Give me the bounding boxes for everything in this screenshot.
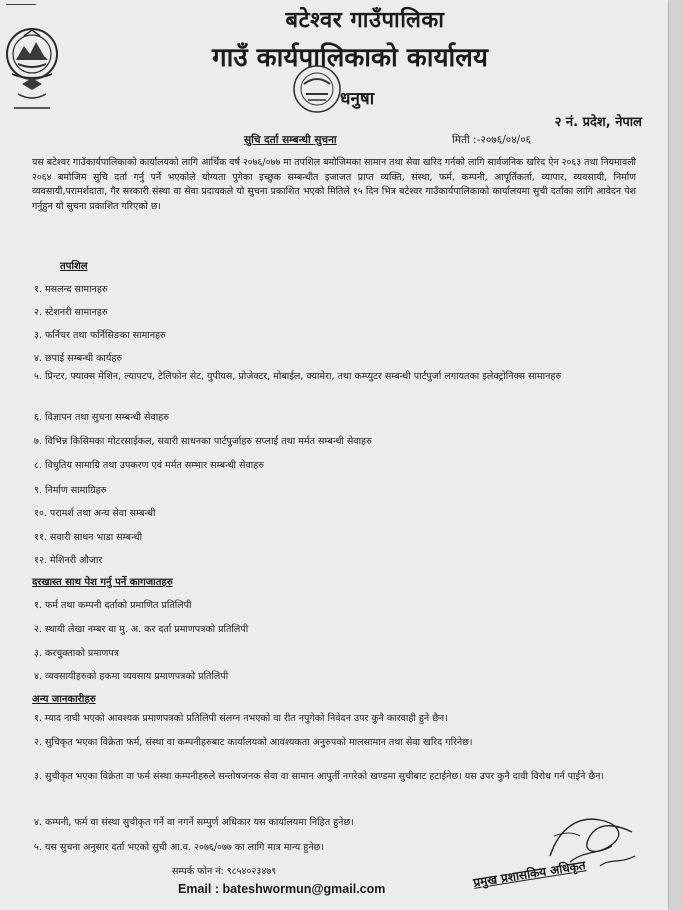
district-name: धनुषा xyxy=(340,89,375,109)
province-name: २ नं. प्रदेश, नेपाल xyxy=(554,115,642,130)
signatory-title xyxy=(472,858,662,906)
list-item: १. फर्म तथा कम्पनी दर्ताको प्रमाणित प्रतिलिपी xyxy=(34,600,192,611)
list-item: ३. सुचीकृत भएका विक्रेता वा फर्म संस्था कम्पनीहरुले सन्तोषजनक सेवा वा सामान आपुर्ती नगरेको खण्डमा सुचीबाट हटाईनेछ। यस उपर कुनै दावी विरोध गर्न पाईने छैन। xyxy=(34,771,604,782)
list-item: ३. करचुक्ताको प्रमाणपत्र xyxy=(34,648,119,659)
documents-heading: दरखास्त साथ पेश गर्नु पर्ने कागजातहरु xyxy=(32,577,173,588)
list-item: १. मसलन्द सामानहरु xyxy=(34,284,108,295)
list-item: ४. कम्पनी, फर्म वा संस्था सुचीकृत गर्ने वा नगर्ने सम्पुर्ण अधिकार यस कार्यालयमा निहित हुनेछ। xyxy=(34,817,354,828)
list-item: ४. व्यवसायीहरुको हकमा व्यवसाय प्रमाणपत्रको प्रतिलिपी xyxy=(34,671,229,682)
list-item: १२. मेशिनरी औजार xyxy=(34,555,103,566)
contact-phone: सम्पर्क फोन नं: ९८५४०२३४७९ xyxy=(172,866,277,877)
list-item: ५. यस सुचना अनुसार दर्ता भएको सुची आ.व. २०७६/०७७ का लागि मात्र मान्य हुनेछ। xyxy=(34,842,324,853)
list-item: ८. विधुतिय सामाग्रि तथा उपकरण एवं मर्मत सम्भार सम्बन्धी सेवाहरु xyxy=(34,460,264,471)
notice-intro: यस बटेश्वर गाउँकार्यपालिकाको कार्यालयको लागि आर्थिक वर्ष २०७६/०७७ मा तपशिल बमोजिमका सामान तथा सेवा खरिद गर्नको लागि सार्वजनिक खरिद ऐन २०६३ तथा नियमावली २०६४ बमोजिम सुचि दर्ता गर्नु पर्ने भएकोले योग्यता पुगेका इच्छुक सम्बन्धीत इजाजत प्राप्त व्यक्ति, संस्था, फर्म, कम्पनी, आपूर्तिकर्ता, व्यापार, व्यवसायी, निर्माण व्यवसायी,परामर्शदाता, गैर सरकारी संस्था वा सेवा प्रदायकले यो सुचना प्रकाशित भएको मितिले १५ दिन भित्र बटेश्वर गाउँकार्यपालिकाको कार्यालयमा सुची दर्ताका लागि आवेदन पेश गर्नुहुन यो सुचना प्रकाशित गरिएको छ। xyxy=(32,157,636,212)
list-item: ९. निर्माण सामाग्रिहरु xyxy=(34,485,107,496)
signatory-title-text: प्रमुख प्रशासकिय अधिकृत xyxy=(472,858,587,890)
list-item: ११. सवारी साधन भाडा सम्बन्धी xyxy=(34,532,143,543)
notice-subject: सुचि दर्ता सम्बन्धी सुचना xyxy=(244,134,337,146)
list-item: १०. परामर्श तथा अन्य सेवा सम्बन्धी xyxy=(34,508,156,519)
notice-date: मिती :-२०७६/०४/०६ xyxy=(452,134,532,146)
details-heading: तपशिल xyxy=(60,261,88,272)
municipality-name: बटेश्वर गाउँपालिका xyxy=(285,8,445,33)
office-stamp xyxy=(292,62,342,116)
list-item: २. सुचिकृत भएका विक्रेता फर्म, संस्था वा कम्पनीहरुबाट कार्यालयको आवश्यकता अनुरुपको मालसामान तथा सेवा खरिद गरिनेछ। xyxy=(34,737,473,748)
list-item: ५. प्रिन्टर, फ्याक्स मेशिन, ल्यापटप, टेलिफोन सेट, युपीयस, प्रोजेक्टर, मोबाईल, क्यामेरा, तथा कम्प्युटर सम्बन्धी पार्टपुर्जा लगायतका इलेक्ट्रोनिक्स सामानहरु xyxy=(34,371,562,382)
corner-line xyxy=(6,4,36,5)
nepal-emblem-icon xyxy=(4,24,60,116)
list-item: ६. विज्ञापन तथा सुचना सम्बन्धी सेवाहरु xyxy=(34,412,169,423)
list-item: ७. विभिन्न किसिमका मोटरसाईकल, सवारी साधनका पार्टपुर्जाहरु सप्लाई तथा मर्मत सम्बन्धी सेवाहरु xyxy=(34,436,372,447)
list-item: २. स्थायी लेखा नम्बर वा मु. अ. कर दर्ता प्रमाणपत्रको प्रतिलिपी xyxy=(34,624,249,635)
list-item: १. म्याद नाघी भएको आवश्यक प्रमाणपत्रको प्रतिलिपी संलग्न नभएको वा रीत नपुगेको निवेदन उपर कुनै कारवाही हुने छैन। xyxy=(34,713,448,724)
contact-email: Email : bateshwormun@gmail.com xyxy=(178,882,386,896)
list-item: ४. छपाई सम्बन्धी कार्यहरु xyxy=(34,353,123,364)
other-info-heading: अन्य जानकारीहरु xyxy=(32,694,96,705)
office-name: गाउँ कार्यपालिकाको कार्यालय xyxy=(212,43,488,73)
page-edge xyxy=(669,0,683,910)
list-item: ३. फर्निचर तथा फर्निसिङका सामानहरु xyxy=(34,330,166,341)
list-item: २. स्टेशनरी सामानहरु xyxy=(34,307,108,318)
